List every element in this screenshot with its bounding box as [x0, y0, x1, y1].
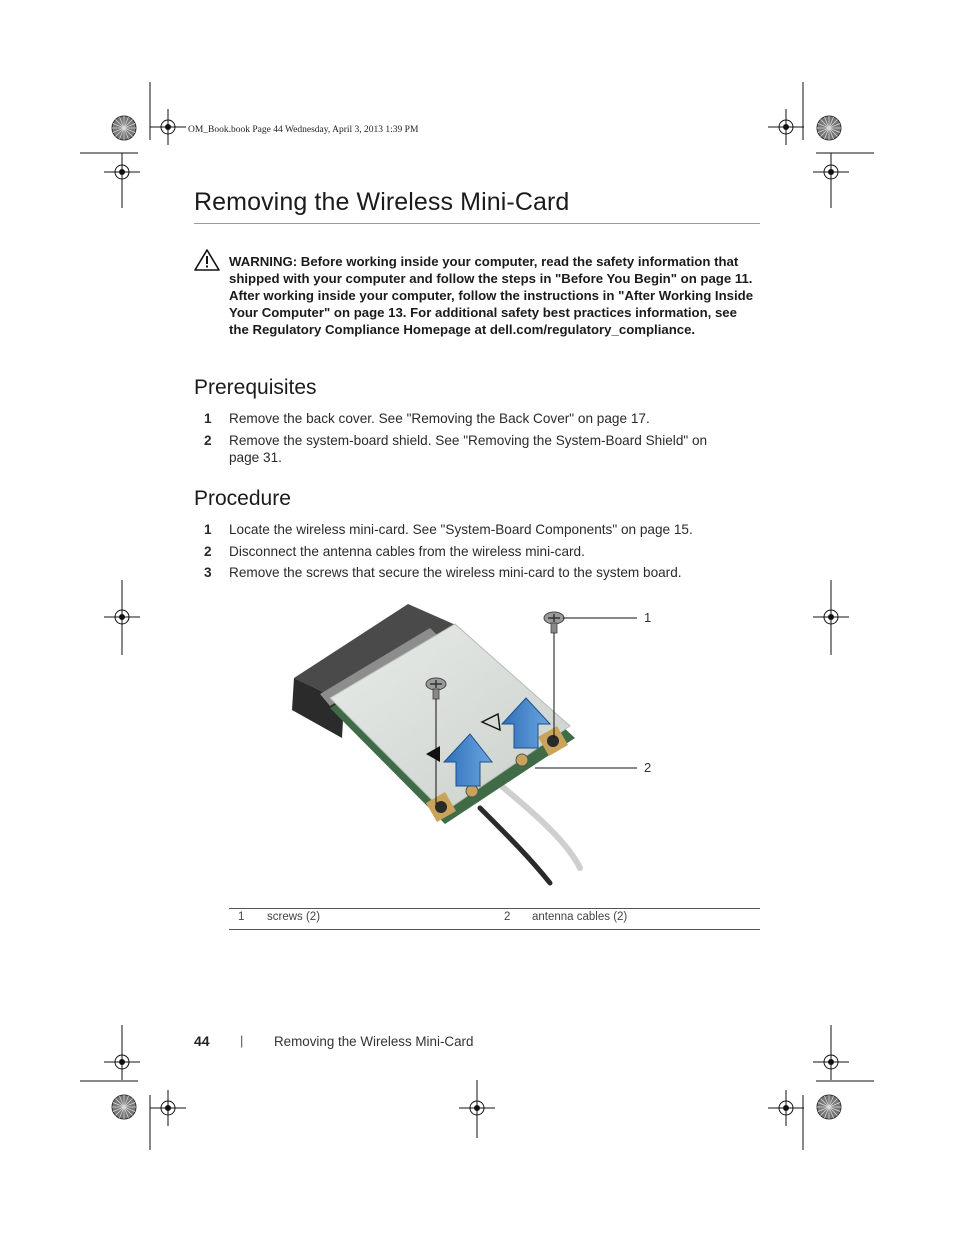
- file-meta-header: OM_Book.book Page 44 Wednesday, April 3, 2013 1:39 PM: [188, 125, 419, 135]
- wireless-mini-card-illustration: [230, 598, 690, 898]
- procedure-step-text: Disconnect the antenna cables from the wireless mini-card.: [229, 544, 585, 559]
- callout-2: 2: [644, 760, 652, 775]
- legend-number: 1: [238, 911, 245, 923]
- procedure-heading: Procedure: [194, 487, 291, 510]
- legend-label: screws (2): [267, 911, 321, 923]
- prereq-step-text: Remove the back cover. See "Removing the Back Cover" on page 17.: [229, 411, 650, 426]
- footer-separator: |: [240, 1033, 244, 1048]
- procedure-step-number: 2: [204, 544, 212, 559]
- procedure-step-text: Remove the screws that secure the wireless mini-card to the system board.: [229, 565, 682, 580]
- procedure-step-text: Locate the wireless mini-card. See "System-Board Components" on page 15.: [229, 522, 693, 537]
- legend-top-rule: [229, 908, 760, 909]
- legend-number: 2: [504, 911, 511, 923]
- prereq-step-text: Remove the system-board shield. See "Removing the System-Board Shield" on page 31.: [229, 433, 708, 465]
- legend-bottom-rule: [229, 929, 760, 930]
- page-number: 44: [194, 1033, 210, 1049]
- title-divider: [194, 223, 760, 224]
- legend-label: antenna cables (2): [532, 911, 628, 923]
- prereq-step-number: 2: [204, 433, 212, 448]
- procedure-step-number: 1: [204, 522, 212, 537]
- footer-section-title: Removing the Wireless Mini-Card: [274, 1034, 474, 1049]
- warning-text: WARNING: Before working inside your computer, read the safety information that shipped with your computer and follow the steps in "Before You Begin" on page 11. After working inside your computer, follow the instructions in "After Working Inside Your Computer" on page 13. For additional safety best practices information, see the Regulatory Compliance Homepage at dell.com/regulatory_compliance.: [229, 254, 754, 337]
- warning-triangle-icon: [194, 248, 220, 272]
- procedure-step-number: 3: [204, 565, 212, 580]
- callout-1: 1: [644, 610, 652, 625]
- prerequisites-heading: Prerequisites: [194, 376, 317, 399]
- prereq-step-number: 1: [204, 411, 212, 426]
- page-title: Removing the Wireless Mini-Card: [194, 188, 570, 216]
